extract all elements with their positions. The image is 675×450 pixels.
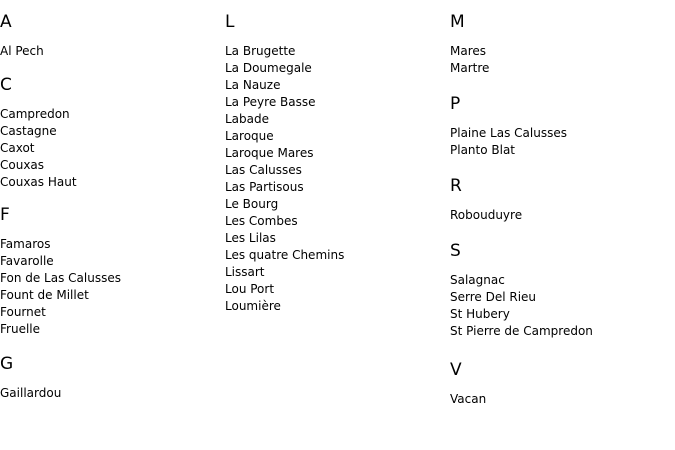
place-link[interactable]: Les Combes [225,214,298,228]
place-link[interactable]: Campredon [0,107,70,121]
letter-heading: C [0,75,12,95]
place-list [225,43,445,315]
place-link[interactable]: Loumière [225,299,281,313]
letter-heading: S [450,241,461,261]
letter-group-f [0,205,220,338]
place-link[interactable]: La Doumegale [225,61,312,75]
place-link[interactable]: Couxas [0,158,45,172]
letter-heading: P [450,94,461,114]
index-column-3 [450,0,670,408]
place-link[interactable]: Fon de Las Calusses [0,271,121,285]
letter-heading: V [450,360,462,380]
place-list [450,43,670,77]
place-link[interactable]: Robouduyre [450,208,523,222]
place-link[interactable]: St Pierre de Campredon [450,324,593,338]
place-link[interactable]: Las Partisous [225,180,304,194]
place-link[interactable]: Planto Blat [450,143,516,157]
place-link[interactable]: La Peyre Basse [225,95,316,109]
place-link[interactable]: Fournet [0,305,46,319]
place-link[interactable]: Le Bourg [225,197,279,211]
place-link[interactable]: Favarolle [0,254,54,268]
place-link[interactable]: Mares [450,44,487,58]
place-link[interactable]: La Nauze [225,78,281,92]
place-list [450,272,670,340]
letter-heading: G [0,354,14,374]
place-link[interactable]: La Brugette [225,44,296,58]
place-list [0,43,220,60]
letter-heading: F [0,205,10,225]
letter-group-r [450,176,670,224]
letter-group-c [0,75,220,191]
index-column-2 [225,0,445,315]
place-list [0,385,220,402]
place-link[interactable]: Labade [225,112,270,126]
place-link[interactable]: Couxas Haut [0,175,77,189]
letter-group-a [0,12,220,60]
place-link[interactable]: Castagne [0,124,57,138]
place-list [450,391,670,408]
letter-group-g [0,354,220,402]
letter-heading: M [450,12,465,32]
place-link[interactable]: Martre [450,61,490,75]
place-link[interactable]: Fruelle [0,322,41,336]
letter-heading: L [225,12,235,32]
place-list [0,236,220,338]
place-link[interactable]: Las Calusses [225,163,302,177]
place-link[interactable]: Lissart [225,265,265,279]
place-list [0,106,220,191]
place-link[interactable]: Fount de Millet [0,288,89,302]
letter-heading: R [450,176,462,196]
place-link[interactable]: Gaillardou [0,386,62,400]
place-link[interactable]: Les quatre Chemins [225,248,345,262]
index-column-1 [0,0,220,402]
place-link[interactable]: St Hubery [450,307,510,321]
place-link[interactable]: Al Pech [0,44,44,58]
place-link[interactable]: Laroque Mares [225,146,314,160]
letter-heading: A [0,12,12,32]
place-link[interactable]: Les Lilas [225,231,276,245]
letter-group-l [225,12,445,315]
place-list [450,207,670,224]
place-link[interactable]: Salagnac [450,273,505,287]
place-link[interactable]: Lou Port [225,282,275,296]
letter-group-s [450,241,670,340]
place-link[interactable]: Plaine Las Calusses [450,126,567,140]
place-link[interactable]: Serre Del Rieu [450,290,537,304]
place-link[interactable]: Famaros [0,237,51,251]
letter-group-p [450,94,670,159]
letter-group-m [450,12,670,77]
place-list [450,125,670,159]
place-link[interactable]: Vacan [450,392,487,406]
letter-group-v [450,360,670,408]
place-link[interactable]: Laroque [225,129,274,143]
place-link[interactable]: Caxot [0,141,35,155]
